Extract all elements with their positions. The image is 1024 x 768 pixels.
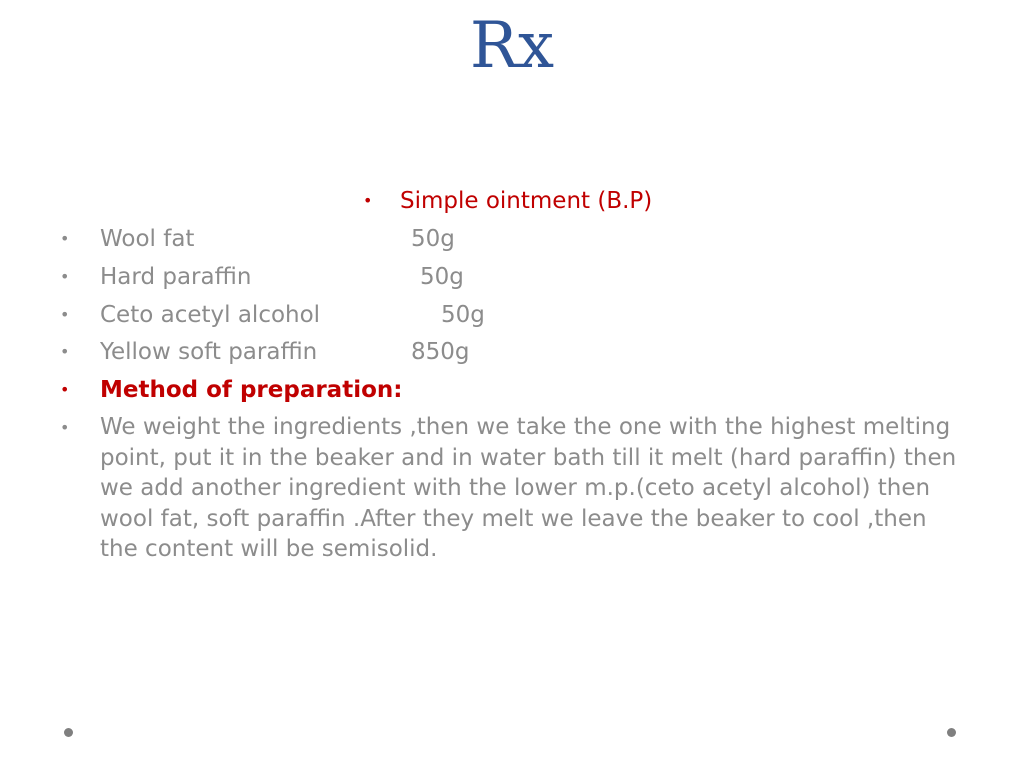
bullet-icon: • xyxy=(60,229,70,248)
bullet-icon: • xyxy=(60,418,70,437)
corner-dot-left xyxy=(64,728,73,737)
ingredient-name: Wool fat xyxy=(100,226,195,252)
bullet-icon: • xyxy=(60,342,70,361)
bullet-icon: • xyxy=(60,380,70,399)
ingredient-amount: 850g xyxy=(411,339,470,365)
method-text: We weight the ingredients ,then we take the one with the highest melting point, put it in the beaker and in water bath till it melt (hard paraffin) then we add another ingredient with the lower m.p.(ceto acetyl alcohol) then wool fat, soft paraffin .After they melt we leave the beaker to cool ,then the content will be semisolid. xyxy=(100,414,957,562)
ingredient-name: Yellow soft paraffin xyxy=(100,339,318,365)
recipe-name: Simple ointment (B.P) xyxy=(400,188,653,214)
ingredient-amount: 50g xyxy=(411,226,455,252)
ingredient-amount: 50g xyxy=(441,302,485,328)
bullet-icon: • xyxy=(60,305,70,324)
ingredient-amount: 50g xyxy=(420,264,464,290)
bullet-icon: • xyxy=(60,267,70,286)
slide-title: Rx xyxy=(469,9,555,83)
ingredient-name: Hard paraffin xyxy=(100,264,252,290)
corner-dot-right xyxy=(947,728,956,737)
bullet-icon: • xyxy=(363,191,373,210)
method-heading: Method of preparation: xyxy=(100,377,403,403)
ingredient-name: Ceto acetyl alcohol xyxy=(100,302,321,328)
